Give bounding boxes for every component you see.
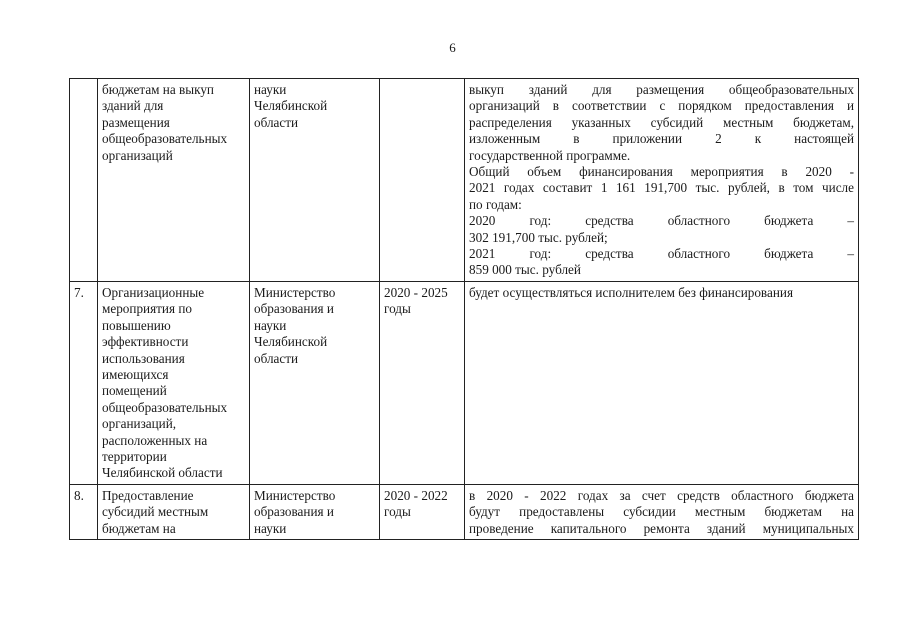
executor-cell-line: области — [254, 350, 299, 366]
description-cell-line: 2021 год: средства областного бюджета – — [469, 246, 854, 262]
description-cell-line: государственной программе. — [469, 147, 631, 163]
measure-name-cell-line: субсидий местным — [102, 504, 209, 520]
description-cell-line: будут предоставлены субсидии местным бюджетам на — [469, 504, 854, 520]
executor-cell-line: области — [254, 114, 299, 130]
description-cell — [465, 281, 859, 484]
measure-name-cell — [98, 79, 250, 282]
measure-name-cell-line: организаций — [102, 147, 173, 163]
executor-cell-line: науки — [254, 82, 287, 97]
row-number-cell — [70, 79, 98, 282]
description-cell-line: проведение капитального ремонта зданий муниципальных — [469, 520, 854, 536]
period-cell-line: 2020 - 2022 — [384, 487, 448, 503]
description-cell-line: 302 191,700 тыс. рублей; — [469, 229, 608, 245]
description-cell-line: 2020 год: средства областного бюджета – — [469, 213, 854, 229]
table-row — [70, 484, 859, 539]
description-cell-line: будет осуществляться исполнителем без финансирования — [469, 284, 794, 300]
period-cell — [380, 79, 465, 282]
measure-name-cell-line: организаций, — [102, 416, 177, 432]
measure-name-cell — [98, 484, 250, 539]
description-cell-line: по годам: — [469, 196, 522, 212]
description-cell-line: выкуп зданий для размещения общеобразовательных — [469, 82, 854, 97]
page-number: 6 — [449, 40, 456, 55]
row-number-cell: 7. — [70, 281, 98, 484]
period-cell — [380, 281, 465, 484]
measure-name-cell-line: общеобразовательных — [102, 131, 228, 147]
row-number-cell: 8. — [70, 484, 98, 539]
executor-cell-line: Челябинской — [254, 334, 328, 350]
measure-name-cell-line: расположенных на — [102, 432, 208, 448]
measures-table — [69, 78, 859, 540]
measure-name-cell-line: зданий для — [102, 98, 164, 114]
measure-name-cell — [98, 281, 250, 484]
period-cell-line: 2020 - 2025 — [384, 284, 448, 300]
period-cell-line: годы — [384, 301, 411, 317]
measure-name-cell-line: мероприятия по — [102, 301, 192, 317]
measure-name-cell-line: общеобразовательных — [102, 399, 228, 415]
description-cell-line: 859 000 тыс. рублей — [469, 262, 581, 278]
description-cell-line: изложенным в приложении 2 к настоящей — [469, 131, 854, 147]
measure-name-cell-line: повышению — [102, 317, 171, 333]
measure-name-cell-line: Организационные — [102, 284, 205, 300]
executor-cell-line: Министерство — [254, 487, 336, 503]
measure-name-cell-line: Предоставление — [102, 487, 194, 503]
executor-cell-line: науки — [254, 317, 287, 333]
executor-cell — [250, 79, 380, 282]
executor-cell-line: образования и — [254, 504, 334, 520]
executor-cell-line: науки — [254, 520, 287, 536]
measure-name-cell-line: использования — [102, 350, 185, 366]
description-cell-line: организаций в соответствии с порядком предоставления и — [469, 98, 854, 114]
measure-name-cell-line: эффективности — [102, 334, 189, 350]
description-cell — [465, 79, 859, 282]
measure-name-cell-line: бюджетам на выкуп — [102, 82, 214, 97]
description-cell-line: распределения указанных субсидий местным бюджетам, — [469, 114, 854, 130]
measure-name-cell-line: размещения — [102, 114, 170, 130]
description-cell-line: в 2020 - 2022 годах за счет средств областного бюджета — [469, 487, 854, 503]
executor-cell-line: Министерство — [254, 284, 336, 300]
measure-name-cell-line: бюджетам на — [102, 520, 176, 536]
executor-cell-line: образования и — [254, 301, 334, 317]
table-row — [70, 281, 859, 484]
description-cell-line: Общий объем финансирования мероприятия в 2020 - — [469, 164, 854, 180]
measure-name-cell-line: Челябинской области — [102, 465, 223, 481]
description-cell — [465, 484, 859, 539]
executor-cell — [250, 484, 380, 539]
executor-cell — [250, 281, 380, 484]
period-cell — [380, 484, 465, 539]
measure-name-cell-line: помещений — [102, 383, 167, 399]
period-cell-line: годы — [384, 504, 411, 520]
executor-cell-line: Челябинской — [254, 98, 328, 114]
measure-name-cell-line: имеющихся — [102, 366, 169, 382]
description-cell-line: 2021 годах составит 1 161 191,700 тыс. рублей, в том числе — [469, 180, 854, 196]
measure-name-cell-line: территории — [102, 448, 167, 464]
table-row — [70, 79, 859, 282]
